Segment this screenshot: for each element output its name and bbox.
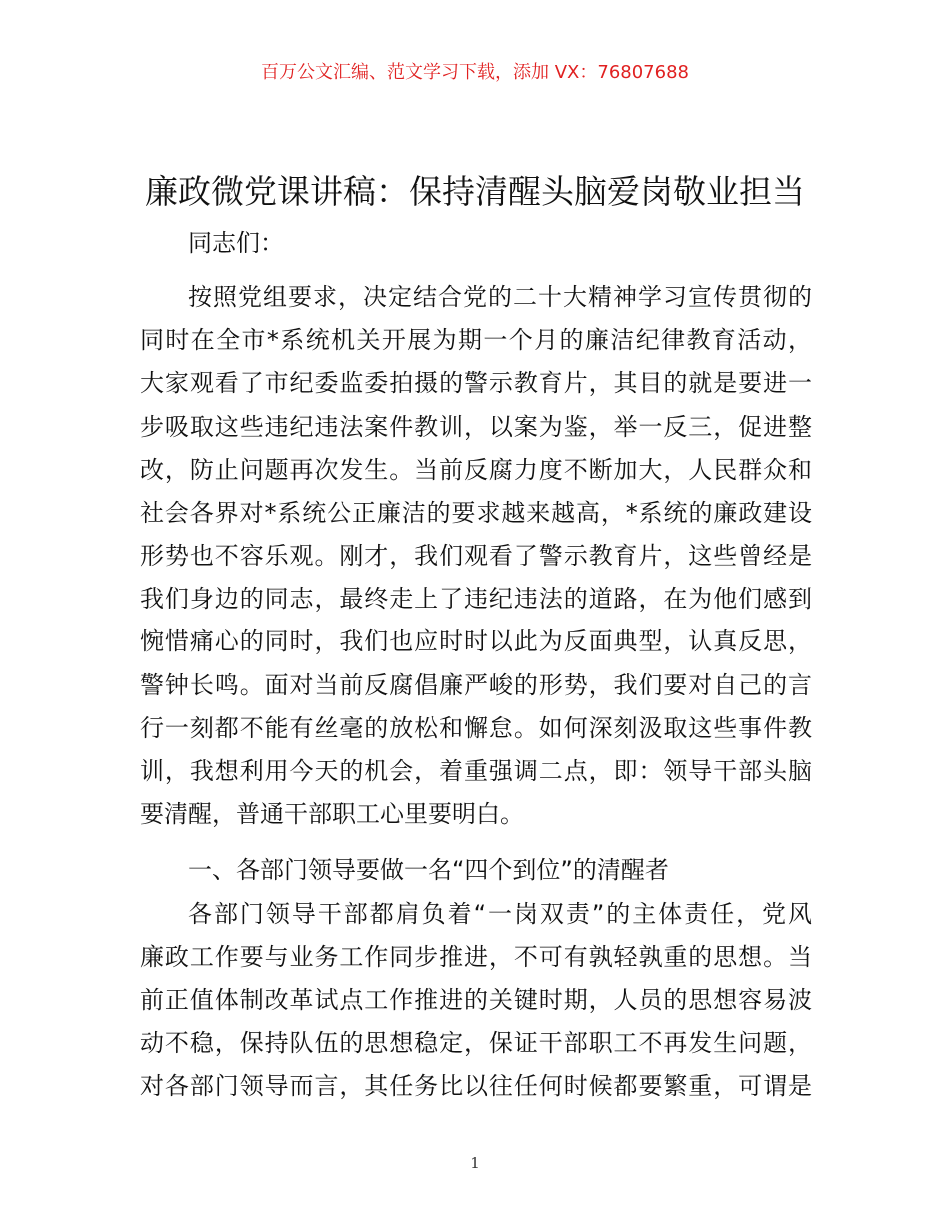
salutation: 同志们： xyxy=(188,229,284,257)
text-line: 各部门领导干部都肩负着“一岗双责”的主体责任，党风 xyxy=(188,900,812,928)
text-line: 前正值体制改革试点工作推进的关键时期，人员的思想容易波 xyxy=(140,986,812,1014)
text-line: 要清醒，普通干部职工心里要明白。 xyxy=(140,800,524,828)
text-line: 同时在全市*系统机关开展为期一个月的廉洁纪律教育活动， xyxy=(140,326,812,354)
text-line: 我们身边的同志，最终走上了违纪违法的道路，在为他们感到 xyxy=(140,585,812,613)
text-line: 训，我想利用今天的机会，着重强调二点，即：领导干部头脑 xyxy=(140,757,812,785)
text-line: 警钟长鸣。面对当前反腐倡廉严峻的形势，我们要对自己的言 xyxy=(140,671,812,699)
page-number: 1 xyxy=(470,1154,480,1172)
text-line: 步吸取这些违纪违法案件教训，以案为鉴，举一反三，促进整 xyxy=(140,413,812,441)
text-line: 改，防止问题再次发生。当前反腐力度不断加大，人民群众和 xyxy=(140,456,812,484)
document-title: 廉政微党课讲稿：保持清醒头脑爱岗敬业担当 xyxy=(145,172,805,211)
text-line: 动不稳，保持队伍的思想稳定，保证干部职工不再发生问题， xyxy=(140,1029,812,1057)
download-banner: 百万公文汇编、范文学习下载，添加 VX：76807688 xyxy=(261,62,689,83)
text-line: 惋惜痛心的同时，我们也应时时以此为反面典型，认真反思， xyxy=(140,627,812,655)
text-line: 廉政工作要与业务工作同步推进，不可有孰轻孰重的思想。当 xyxy=(140,943,812,971)
text-line: 对各部门领导而言，其任务比以往任何时候都要繁重，可谓是 xyxy=(140,1072,812,1100)
text-line: 社会各界对*系统公正廉洁的要求越来越高，*系统的廉政建设 xyxy=(140,499,812,527)
text-line: 形势也不容乐观。刚才，我们观看了警示教育片，这些曾经是 xyxy=(140,542,812,570)
text-line: 行一刻都不能有丝毫的放松和懈怠。如何深刻汲取这些事件教 xyxy=(140,714,812,742)
text-line: 按照党组要求，决定结合党的二十大精神学习宣传贯彻的 xyxy=(188,283,812,311)
text-line: 大家观看了市纪委监委拍摄的警示教育片，其目的就是要进一 xyxy=(140,369,812,397)
section-heading: 一、各部门领导要做一名“四个到位”的清醒者 xyxy=(188,856,669,884)
